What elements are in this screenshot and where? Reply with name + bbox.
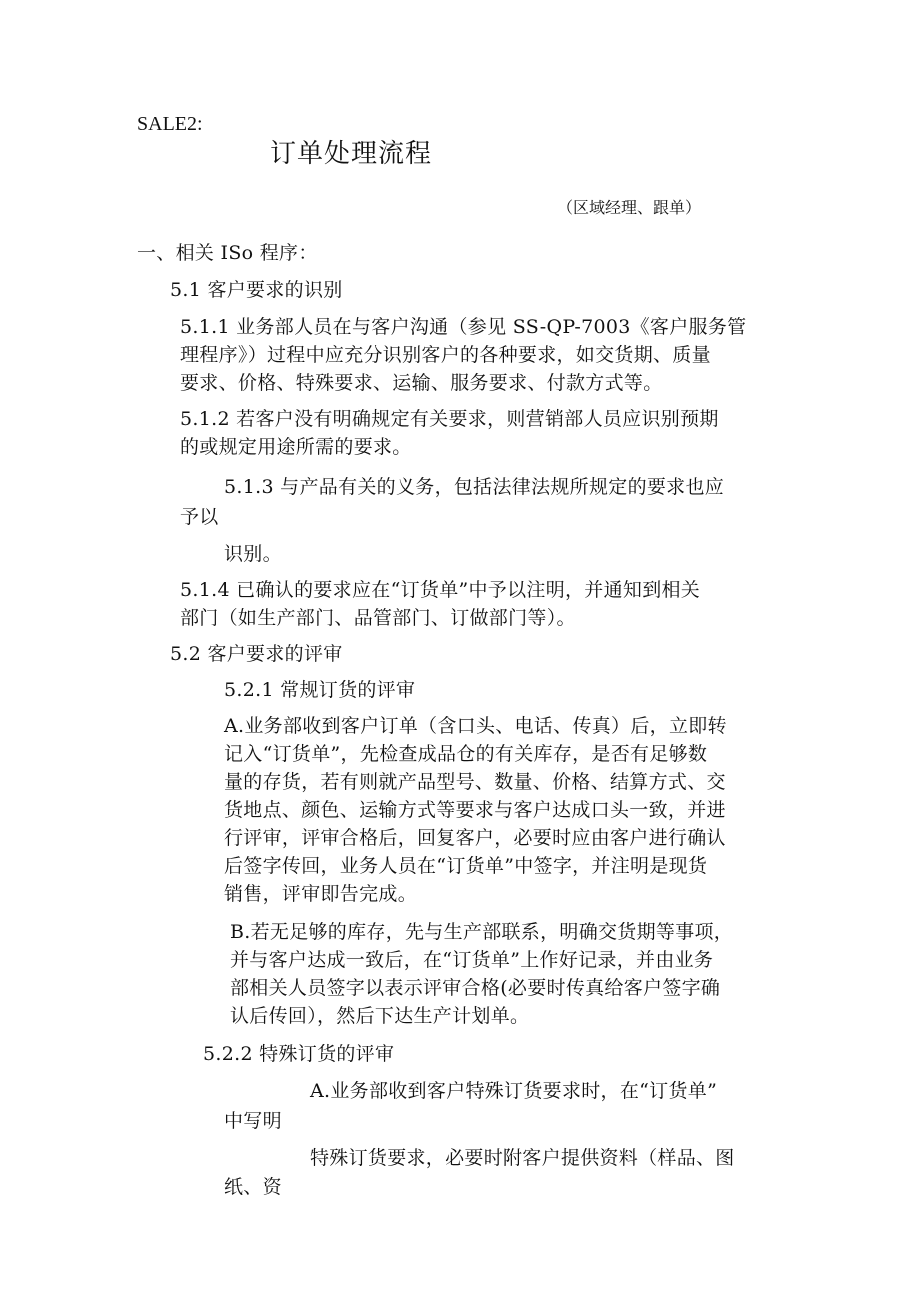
clause-5-2-1-a-line-4: 货地点、颜色、运输方式等要求与客户达成口头一致，并进 bbox=[224, 799, 726, 821]
clause-5-2-1-a-line-5: 行评审，评审合格后，回复客户，必要时应由客户进行确认 bbox=[224, 827, 726, 849]
document-code: SALE2: bbox=[137, 113, 203, 135]
clause-5-1-3-line-3: 识别。 bbox=[224, 543, 282, 565]
clause-5-1-2-line-1: 5.1.2 若客户没有明确规定有关要求，则营销部人员应识别预期 bbox=[180, 408, 719, 430]
clause-heading-5-2: 5.2 客户要求的评审 bbox=[170, 643, 343, 665]
clause-5-2-2-a-line-4: 纸、资 bbox=[224, 1176, 282, 1198]
clause-5-2-1-b-line-1: B.若无足够的库存，先与生产部联系，明确交货期等事项， bbox=[230, 921, 734, 943]
clause-5-2-2-a-line-3: 特殊订货要求，必要时附客户提供资料（样品、图 bbox=[310, 1147, 735, 1169]
clause-5-1-3-line-2: 予以 bbox=[180, 506, 219, 528]
responsible-roles: （区域经理、跟单） bbox=[557, 198, 702, 217]
clause-heading-5-2-1: 5.2.1 常规订货的评审 bbox=[224, 679, 416, 701]
clause-5-2-2-a-line-1: A.业务部收到客户特殊订货要求时，在“订货单” bbox=[310, 1080, 718, 1102]
clause-5-2-1-b-line-4: 认后传回），然后下达生产计划单。 bbox=[230, 1005, 530, 1027]
clause-5-1-3-line-1: 5.1.3 与产品有关的义务，包括法律法规所规定的要求也应 bbox=[224, 476, 725, 498]
clause-5-2-1-a-line-2: 记入“订货单”，先检查成品仓的有关库存，是否有足够数 bbox=[224, 743, 708, 765]
clause-5-2-1-a-line-7: 销售，评审即告完成。 bbox=[224, 883, 418, 905]
clause-heading-5-2-2: 5.2.2 特殊订货的评审 bbox=[203, 1043, 395, 1065]
clause-5-2-1-a-line-3: 量的存货，若有则就产品型号、数量、价格、结算方式、交 bbox=[224, 771, 726, 793]
clause-5-1-4-line-1: 5.1.4 已确认的要求应在“订货单”中予以注明，并通知到相关 bbox=[180, 579, 701, 601]
clause-heading-5-1: 5.1 客户要求的识别 bbox=[170, 279, 343, 301]
clause-5-1-2-line-2: 的或规定用途所需的要求。 bbox=[180, 436, 412, 458]
clause-5-2-1-a-line-6: 后签字传回，业务人员在“订货单”中签字，并注明是现货 bbox=[224, 855, 708, 877]
clause-5-1-1-line-2: 理程序》）过程中应充分识别客户的各种要求，如交货期、质量 bbox=[180, 344, 711, 366]
clause-5-2-1-b-line-2: 并与客户达成一致后，在“订货单”上作好记录，并由业务 bbox=[230, 949, 714, 971]
clause-5-1-1-line-1: 5.1.1 业务部人员在与客户沟通（参见 SS-QP-7003《客户服务管 bbox=[180, 316, 747, 338]
clause-5-1-4-line-2: 部门（如生产部门、品管部门、订做部门等）。 bbox=[180, 607, 576, 629]
clause-5-2-2-a-line-2: 中写明 bbox=[224, 1110, 282, 1132]
section-heading-iso: 一、相关 ISo 程序： bbox=[137, 242, 318, 264]
clause-5-2-1-a-line-1: A.业务部收到客户订单（含口头、电话、传真）后，立即转 bbox=[224, 715, 727, 737]
clause-5-2-1-b-line-3: 部相关人员签字以表示评审合格(必要时传真给客户签字确 bbox=[230, 977, 721, 999]
page-title: 订单处理流程 bbox=[270, 139, 433, 169]
clause-5-1-1-line-3: 要求、价格、特殊要求、运输、服务要求、付款方式等。 bbox=[180, 372, 663, 394]
